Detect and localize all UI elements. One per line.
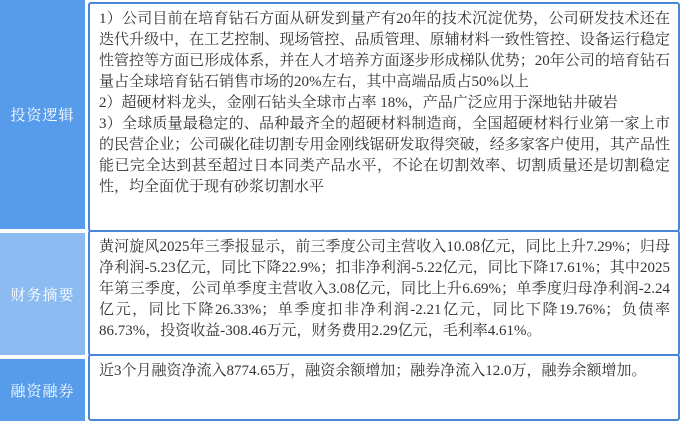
row-label-margin-trading-text: 融资融券 — [10, 382, 75, 400]
margin-trading-text: 近3个月融资净流入8774.65万，融资余额增加；融券净流入12.0万，融券余额增加。 — [99, 363, 647, 379]
financial-summary-cell — [88, 230, 680, 356]
row-label-investment-logic — [0, 0, 85, 229]
financial-summary-text: 黄河旋风2025年三季报显示，前三季度公司主营收入10.08亿元，同比上升7.29%；归母净利润-5.23亿元，同比下降22.9%；扣非净利润-5.22亿元，同比下降17.61%；其中2025年第三季度，公司单季度主营收入3.08亿元，同比上升6.69%；单季度归母净利润-2.24亿元，同比下降26.33%；单季度扣非净利润-2.21亿元，同比下降19.76%；负债率86.73%，投资收益-308.46万元，财务费用2.29亿元，毛利率4.61%。 — [99, 239, 670, 339]
margin-trading-cell — [88, 354, 680, 421]
investment-logic-point-1: 1）公司目前在培育钻石方面从研发到量产有20年的技术沉淀优势，公司研发技术还在迭代升级中，在工艺控制、现场管控、品质管理、原辅材料一致性管控、设备运行稳定性管控等方面已形成体系，并在人才培养方面逐步形成梯队优势；20年公司的培育钻石量占全球培育钻石销售市场的20%左右，其中高端品质占50%以上 — [99, 11, 670, 90]
label-column — [0, 0, 85, 421]
investment-logic-cell — [88, 2, 680, 232]
investment-logic-point-3: 3）全球质量最稳定的、品种最齐全的超硬材料制造商，全国超硬材料行业第一家上市的民营企业；公司碳化硅切割专用金刚线锯研发取得突破，经多家客户使用，其产品性能已完全达到甚至超过日本同类产品水平，不论在切割效率、切割质量还是切割稳定性，均全面优于现有砂浆切割水平 — [99, 116, 670, 195]
investment-logic-point-2: 2）超硬材料龙头，金刚石钻头全球市占率 18%，产品广泛应用于深地钻井破岩 — [99, 95, 618, 111]
row-label-margin-trading — [0, 359, 85, 421]
row-label-investment-logic-text: 投资逻辑 — [10, 107, 75, 124]
row-label-financial-summary-text: 财务摘要 — [10, 286, 75, 304]
row-label-financial-summary — [0, 233, 85, 355]
content-column — [88, 2, 680, 421]
